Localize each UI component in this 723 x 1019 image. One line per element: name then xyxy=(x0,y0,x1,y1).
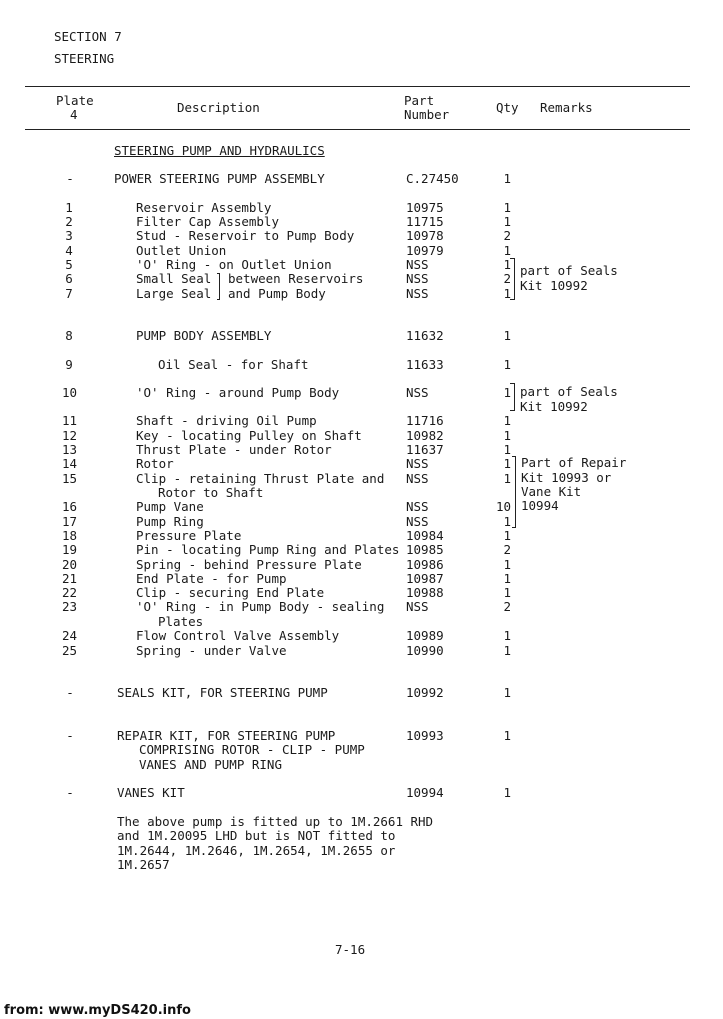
row-plate: 7 xyxy=(65,286,73,301)
row-qty: 1 xyxy=(503,557,511,572)
page-number: 7-16 xyxy=(335,942,366,957)
row-description: Rotor to Shaft xyxy=(158,485,264,500)
header-rule-top xyxy=(25,86,690,87)
row-description: Outlet Union xyxy=(136,243,227,258)
row-qty: 1 xyxy=(503,286,511,301)
row-plate: 21 xyxy=(62,571,78,586)
row-qty: 1 xyxy=(503,357,511,372)
row-plate: 13 xyxy=(62,442,78,457)
row-part-number: NSS xyxy=(406,471,429,486)
row-plate: 15 xyxy=(62,471,78,486)
row-qty: 1 xyxy=(503,643,511,658)
row-plate: 23 xyxy=(62,599,78,614)
row-description: Spring - under Valve xyxy=(136,643,287,658)
remarks-repair-2: Kit 10993 or xyxy=(521,470,612,485)
note-line-1: The above pump is fitted up to 1M.2661 RHD xyxy=(117,814,434,829)
row-part-number: NSS xyxy=(406,599,429,614)
row-description: Large Seal xyxy=(136,286,212,301)
row-qty: 1 xyxy=(503,328,511,343)
row-plate: 22 xyxy=(62,585,78,600)
row-qty: 1 xyxy=(503,471,511,486)
row-description: 'O' Ring - around Pump Body xyxy=(136,385,340,400)
row-part-number: 11633 xyxy=(406,357,444,372)
row-plate: 17 xyxy=(62,514,78,529)
row-plate: - xyxy=(66,728,74,743)
note-line-2: and 1M.20095 LHD but is NOT fitted to xyxy=(117,828,396,843)
row-part-number: 10982 xyxy=(406,428,444,443)
row-part-number: 10979 xyxy=(406,243,444,258)
row-part-number: NSS xyxy=(406,271,429,286)
row-description: Pin - locating Pump Ring and Plates xyxy=(136,542,400,557)
remarks-repair-4: 10994 xyxy=(521,498,559,513)
row-part-number: NSS xyxy=(406,385,429,400)
row-qty: 1 xyxy=(503,585,511,600)
row-qty: 2 xyxy=(503,228,511,243)
row-qty: 2 xyxy=(503,599,511,614)
row-description: Small Seal xyxy=(136,271,212,286)
row-description: Clip - securing End Plate xyxy=(136,585,325,600)
row-qty: 1 xyxy=(503,528,511,543)
row-qty: 1 xyxy=(503,514,511,529)
col-description: Description xyxy=(177,100,260,115)
source-footer: from: www.myDS420.info xyxy=(4,1003,191,1018)
row-qty: 1 xyxy=(503,385,511,400)
remarks-repair-1: Part of Repair xyxy=(521,455,627,470)
remarks-bracket-seals-a xyxy=(510,258,515,300)
seal-bracket xyxy=(217,273,220,300)
row-part-number: C.27450 xyxy=(406,171,459,186)
row-qty: 1 xyxy=(503,785,511,800)
row-plate: 25 xyxy=(62,643,78,658)
row-plate: 11 xyxy=(62,413,78,428)
remarks-bracket-seals-b xyxy=(510,383,515,411)
row-description: Key - locating Pulley on Shaft xyxy=(136,428,362,443)
row-plate: 18 xyxy=(62,528,78,543)
row-plate: 20 xyxy=(62,557,78,572)
seal-note-2: and Pump Body xyxy=(228,286,326,301)
row-description: VANES AND PUMP RING xyxy=(139,757,282,772)
row-qty: 1 xyxy=(503,200,511,215)
row-plate: - xyxy=(66,785,74,800)
col-remarks: Remarks xyxy=(540,100,593,115)
note-line-3: 1M.2644, 1M.2646, 1M.2654, 1M.2655 or xyxy=(117,843,396,858)
row-plate: 6 xyxy=(65,271,73,286)
row-description: PUMP BODY ASSEMBLY xyxy=(136,328,272,343)
remarks-seals-b-2: Kit 10992 xyxy=(520,399,588,414)
remarks-seals-a-1: part of Seals xyxy=(520,263,618,278)
section-heading: STEERING PUMP AND HYDRAULICS xyxy=(114,143,325,158)
row-plate: 3 xyxy=(65,228,73,243)
row-qty: 2 xyxy=(503,542,511,557)
row-part-number: 11632 xyxy=(406,328,444,343)
row-plate: 1 xyxy=(65,200,73,215)
row-qty: 1 xyxy=(503,257,511,272)
row-part-number: 11716 xyxy=(406,413,444,428)
row-description: 'O' Ring - in Pump Body - sealing xyxy=(136,599,385,614)
row-description: Thrust Plate - under Rotor xyxy=(136,442,332,457)
remarks-seals-a-2: Kit 10992 xyxy=(520,278,588,293)
row-qty: 2 xyxy=(503,271,511,286)
row-description: VANES KIT xyxy=(117,785,185,800)
row-description: Shaft - driving Oil Pump xyxy=(136,413,317,428)
row-part-number: NSS xyxy=(406,514,429,529)
row-description: Oil Seal - for Shaft xyxy=(158,357,309,372)
row-qty: 1 xyxy=(503,243,511,258)
col-part-number: Number xyxy=(404,107,450,122)
remarks-seals-b-1: part of Seals xyxy=(520,384,618,399)
row-part-number: 10990 xyxy=(406,643,444,658)
row-description: Reservoir Assembly xyxy=(136,200,272,215)
row-description: Stud - Reservoir to Pump Body xyxy=(136,228,355,243)
seal-note-1: between Reservoirs xyxy=(228,271,364,286)
row-description: Filter Cap Assembly xyxy=(136,214,279,229)
row-part-number: 11715 xyxy=(406,214,444,229)
row-description: Pump Vane xyxy=(136,499,204,514)
row-description: SEALS KIT, FOR STEERING PUMP xyxy=(117,685,328,700)
row-part-number: 11637 xyxy=(406,442,444,457)
row-plate: 12 xyxy=(62,428,78,443)
row-plate: 24 xyxy=(62,628,78,643)
row-qty: 1 xyxy=(503,685,511,700)
row-part-number: 10985 xyxy=(406,542,444,557)
row-description: Spring - behind Pressure Plate xyxy=(136,557,362,572)
row-part-number: NSS xyxy=(406,257,429,272)
col-plate: Plate xyxy=(56,93,94,108)
row-qty: 1 xyxy=(503,456,511,471)
row-description: Plates xyxy=(158,614,204,629)
row-description: REPAIR KIT, FOR STEERING PUMP xyxy=(117,728,336,743)
row-description: Pressure Plate xyxy=(136,528,242,543)
row-part-number: 10987 xyxy=(406,571,444,586)
row-qty: 1 xyxy=(503,171,511,186)
row-qty: 1 xyxy=(503,214,511,229)
row-plate: 16 xyxy=(62,499,78,514)
row-plate: 8 xyxy=(65,328,73,343)
row-part-number: 10986 xyxy=(406,557,444,572)
row-description: 'O' Ring - on Outlet Union xyxy=(136,257,332,272)
row-description: Rotor xyxy=(136,456,174,471)
row-description: Pump Ring xyxy=(136,514,204,529)
row-plate: - xyxy=(66,685,74,700)
row-qty: 1 xyxy=(503,571,511,586)
row-part-number: 10994 xyxy=(406,785,444,800)
row-part-number: 10978 xyxy=(406,228,444,243)
row-description: Clip - retaining Thrust Plate and xyxy=(136,471,385,486)
row-part-number: 10992 xyxy=(406,685,444,700)
row-part-number: 10975 xyxy=(406,200,444,215)
row-qty: 1 xyxy=(503,428,511,443)
row-plate: 2 xyxy=(65,214,73,229)
row-description: End Plate - for Pump xyxy=(136,571,287,586)
row-description: COMPRISING ROTOR - CLIP - PUMP xyxy=(139,742,365,757)
row-part-number: NSS xyxy=(406,456,429,471)
section-label: SECTION 7 xyxy=(54,29,122,44)
row-part-number: 10988 xyxy=(406,585,444,600)
row-plate: 14 xyxy=(62,456,78,471)
row-description: POWER STEERING PUMP ASSEMBLY xyxy=(114,171,325,186)
row-description: Flow Control Valve Assembly xyxy=(136,628,340,643)
row-plate: 5 xyxy=(65,257,73,272)
row-plate: 10 xyxy=(62,385,78,400)
row-part-number: NSS xyxy=(406,499,429,514)
row-plate: 9 xyxy=(65,357,73,372)
col-qty: Qty xyxy=(496,100,519,115)
row-qty: 1 xyxy=(503,728,511,743)
row-part-number: 10993 xyxy=(406,728,444,743)
row-qty: 1 xyxy=(503,442,511,457)
header-rule-bottom xyxy=(25,129,690,130)
row-qty: 10 xyxy=(495,499,511,514)
remarks-repair-3: Vane Kit xyxy=(521,484,582,499)
note-line-4: 1M.2657 xyxy=(117,857,170,872)
row-part-number: 10989 xyxy=(406,628,444,643)
section-subject: STEERING xyxy=(54,51,115,66)
row-plate: - xyxy=(66,171,74,186)
col-plate-number: 4 xyxy=(70,107,78,122)
row-plate: 4 xyxy=(65,243,73,258)
col-part: Part xyxy=(404,93,435,108)
row-qty: 1 xyxy=(503,413,511,428)
row-plate: 19 xyxy=(62,542,78,557)
remarks-bracket-repair xyxy=(512,456,516,528)
row-qty: 1 xyxy=(503,628,511,643)
row-part-number: 10984 xyxy=(406,528,444,543)
row-part-number: NSS xyxy=(406,286,429,301)
